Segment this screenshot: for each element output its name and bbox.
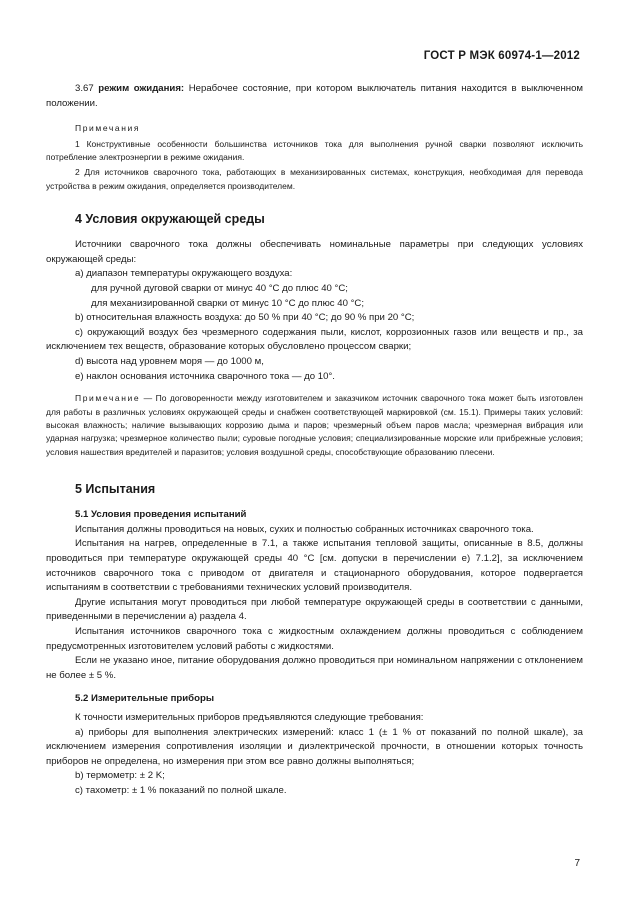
- standard-header: ГОСТ Р МЭК 60974-1—2012: [423, 50, 580, 62]
- condition-c: c) окружающий воздух без чрезмерного содержания пыли, кислот, коррозионных газов или веществ и пр., за исключением тех веществ, образование которых обусловлено процессом сварки;: [46, 326, 583, 353]
- section-4-note: [46, 392, 583, 459]
- note-1: 1 Конструктивные особенности большинства источников тока для выполнения ручной сварки позволяют исключить потребление электроэнергии в режиме ожидания.: [46, 138, 583, 162]
- definition-number: 3.67: [75, 83, 94, 94]
- subsection-5-1-title: 5.1 Условия проведения испытаний: [75, 509, 247, 521]
- paragraph-5-1-4: Испытания источников сварочного тока с жидкостным охлаждением должны проводиться с соблюдением предусмотренных изготовителем условий работы с жидкостями.: [46, 625, 583, 652]
- paragraph-5-1-2: Испытания на нагрев, определенные в 7.1, а также испытания тепловой защиты, описанные в 8.5, должны проводиться при температуре окружающей среды 40 °C [см. допуски в перечислении e) 7.1.2], за исключением источников сварочного тока с приводом от двигателя и стационарного оборудования, которое подвергается испытаниям в соответствии с требованиями технических условий производителя.: [46, 538, 583, 594]
- condition-b: b) относительная влажность воздуха: до 50 % при 40 °C; до 90 % при 20 °C;: [75, 312, 415, 324]
- paragraph-5-1-3: Другие испытания могут проводиться при любой температуре окружающей среды в соответствии с данными, приведенными в перечислении a) раздела 4.: [46, 596, 583, 623]
- condition-e: e) наклон основания источника сварочного тока — до 10°.: [75, 370, 335, 382]
- note-2: 2 Для источников сварочного тока, работающих в механизированных системах, конструкция, необходимая для перевода устройства в режим ожидания, определяется производителем.: [46, 167, 583, 191]
- condition-a: a) диапазон температуры окружающего воздуха:: [75, 268, 293, 280]
- condition-a-mechanized: для механизированной сварки от минус 10 °C до плюс 40 °C;: [91, 297, 365, 309]
- page-number: 7: [574, 858, 580, 869]
- condition-d: d) высота над уровнем моря — до 1000 м,: [75, 355, 264, 367]
- paragraph-5-2-intro: К точности измерительных приборов предъявляются следующие требования:: [75, 711, 424, 723]
- paragraph-5-1-1: Испытания должны проводиться на новых, сухих и полностью собранных источниках сварочного тока.: [75, 523, 534, 535]
- section-5-title: 5 Испытания: [75, 482, 156, 497]
- note-text: — По договоренности между изготовителем и заказчиком источник сварочного тока может быть изготовлен для работы в различных условиях окружающей среды и снабжен соответствующей маркировкой (см. 15.1). Примеры таких условий: высокая влажность; наличие вызывающих коррозию дыма и паров; чрезмерный объем паров масла; чрезмерная вибрация или ударная нагрузка; чрезмерное количество пыли; суровые погодные условия; специализированные морские или прибрежные условия; условия нашествия вредителей и паразитов; условия воздушной среды, способствующие образованию плесени.: [46, 393, 583, 457]
- subsection-5-2-title: 5.2 Измерительные приборы: [75, 693, 215, 705]
- definition-term: режим ожидания:: [98, 83, 185, 94]
- requirement-b: b) термометр: ± 2 K;: [75, 770, 165, 782]
- requirement-a: a) приборы для выполнения электрических измерений: класс 1 (± 1 % от показаний по полной шкале), за исключением измерения сопротивления изоляции и диэлектрической прочности, в отношении которых точность приборов не определена, но измерения при этом все равно должны выполняться;: [46, 726, 583, 767]
- section-4-intro: Источники сварочного тока должны обеспечивать номинальные параметры при следующих условиях окружающей среды:: [46, 239, 583, 265]
- page-body: [46, 82, 583, 798]
- notes-label: Примечания: [75, 123, 141, 134]
- condition-a-manual: для ручной дуговой сварки от минус 40 °C до плюс 40 °C;: [91, 283, 348, 294]
- definition-text: Нерабочее состояние, при котором выключатель питания находится в выключенном положении.: [46, 83, 583, 109]
- section-4-title: 4 Условия окружающей среды: [75, 212, 265, 227]
- requirement-c: c) тахометр: ± 1 % показаний по полной шкале.: [75, 784, 287, 796]
- paragraph-5-1-5: Если не указано иное, питание оборудования должно проводиться при номинальном напряжении с отклонением не более ± 5 %.: [46, 655, 583, 681]
- definition-3-67: [46, 82, 583, 111]
- note-label: Примечание: [75, 393, 141, 404]
